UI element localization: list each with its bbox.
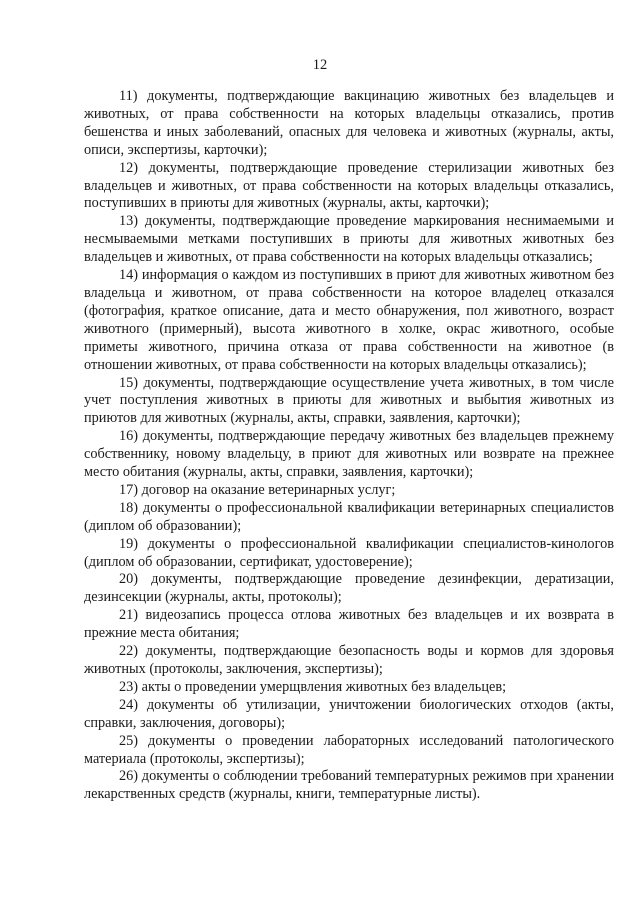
list-item-20: 20) документы, подтверждающие проведение дезинфекции, дератизации, дезинсекции (журналы, акты, протоколы); xyxy=(84,571,614,606)
list-item-16: 16) документы, подтверждающие передачу животных без владельцев прежнему собственнику, новому владельцу, в приют для животных или возврате на прежнее место обитания (журналы, акты, справки, заявления, карточки); xyxy=(84,428,614,481)
list-item-21: 21) видеозапись процесса отлова животных без владельцев и их возврата в прежние места обитания; xyxy=(84,607,614,642)
list-item-24: 24) документы об утилизации, уничтожении биологических отходов (акты, справки, заключения, договоры); xyxy=(84,696,614,731)
list-item-19: 19) документы о профессиональной квалификации специалистов-кинологов (диплом об образовании, сертификат, удостоверение); xyxy=(84,535,614,570)
list-item-14: 14) информация о каждом из поступивших в приют для животных животном без владельца и животном, от права собственности на которое владелец отказался (фотография, краткое описание, дата и место обнаружения, пол животного, возраст животного (примерный), высота животного в холке, окрас животного, особые приметы животного, причина отказа от права собственности на животное (в отношении животных, от права собственности на которых владельцы отказались); xyxy=(84,267,614,373)
list-item-22: 22) документы, подтверждающие безопасность воды и кормов для здоровья животных (протоколы, заключения, экспертизы); xyxy=(84,643,614,677)
list-item-18: 18) документы о профессиональной квалификации ветеринарных специалистов (диплом об образовании); xyxy=(84,499,614,534)
list-item-13: 13) документы, подтверждающие проведение маркирования неснимаемыми и несмываемыми метками поступивших в приюты для животных животных без владельцев и животных, от права собственности на которых владельцы отказались; xyxy=(84,213,614,266)
document-body xyxy=(84,88,614,804)
list-item-12: 12) документы, подтверждающие проведение стерилизации животных без владельцев и животных, от права собственности на которых владельцы отказались, поступивших в приюты для животных (журналы, акты, карточки); xyxy=(84,159,614,212)
list-item-23: 23) акты о проведении умерщвления животных без владельцев; xyxy=(119,678,507,695)
list-item-26: 26) документы о соблюдении требований температурных режимов при хранении лекарственных средств (журналы, книги, температурные листы). xyxy=(84,768,614,803)
list-item-15: 15) документы, подтверждающие осуществление учета животных, в том числе учет поступления животных в приюты для животных и выбытия животных из приютов для животных (журналы, акты, справки, заявления, карточки); xyxy=(84,374,614,427)
page-number: 12 xyxy=(312,57,328,73)
list-item-25: 25) документы о проведении лабораторных исследований патологического материала (протоколы, экспертизы); xyxy=(84,732,614,767)
list-item-17: 17) договор на оказание ветеринарных услуг; xyxy=(119,481,396,498)
list-item-11: 11) документы, подтверждающие вакцинацию животных без владельцев и животных, от права собственности на которых владельцы отказались, против бешенства и иных заболеваний, опасных для человека и животных (журналы, акты, описи, экспертизы, карточки); xyxy=(84,88,614,158)
